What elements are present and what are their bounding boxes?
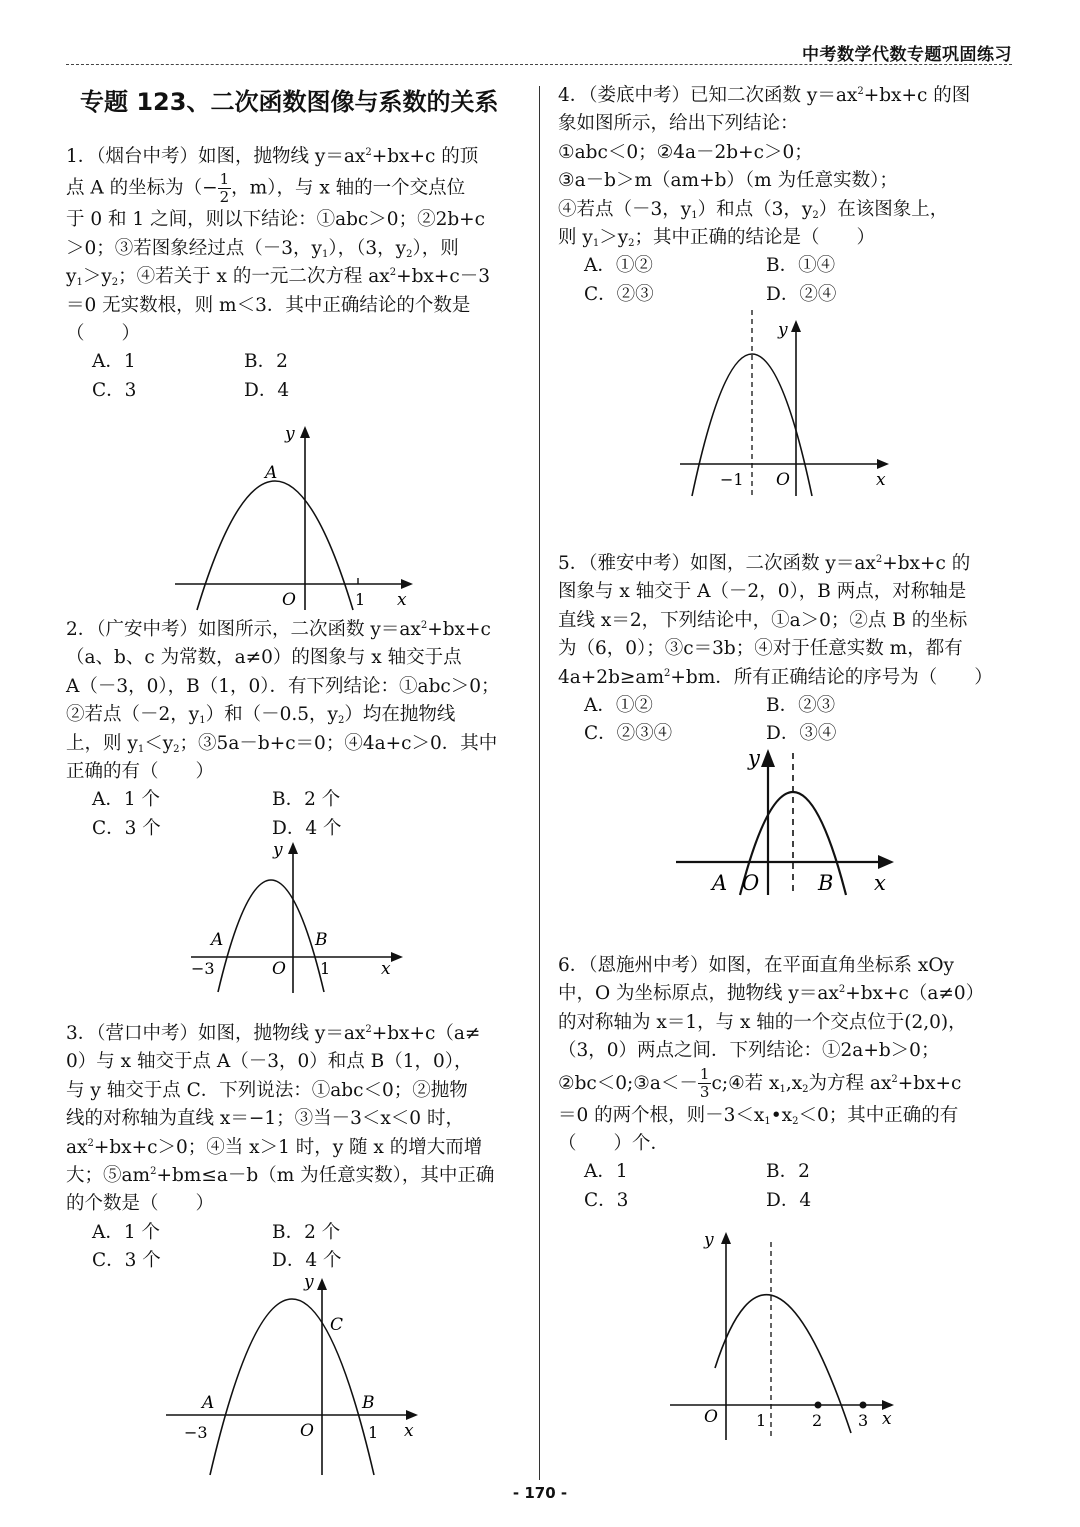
- q1-line5: $y_1>y_2$；④若关于 x 的一元二次方程 $ax^2+bx+c-3$: [66, 266, 490, 289]
- q6-line1: 6．（恩施州中考）如图，在平面直角坐标系 xOy: [558, 955, 954, 976]
- q4-line1: 4．（娄底中考）已知二次函数 $y=ax^2+bx+c$ 的图: [558, 85, 971, 106]
- q6-option-c[interactable]: C．3: [584, 1189, 629, 1211]
- fig6-label-o: O: [704, 1407, 718, 1427]
- q3-line4: 线的对称轴为直线 x＝−1；③当－3＜x＜0 时，: [66, 1108, 464, 1130]
- q1-line3: 于 0 和 1 之间，则以下结论：①abc＞0；②2b+c: [66, 209, 486, 231]
- fig5-y-arrow: [761, 749, 775, 767]
- fraction-half: $\frac{1}{2}$: [219, 170, 230, 207]
- q1-line4: ＞0；③若图象经过点（－3，$y_1$），（3，$y_2$），则: [66, 237, 459, 260]
- q2-line3: A（－3，0），B（1，0）．有下列结论：①abc＞0；: [66, 675, 500, 697]
- q1-option-d[interactable]: D．4: [244, 379, 290, 401]
- header-title: 中考数学代数专题巩固练习: [802, 45, 1012, 65]
- q2-option-c[interactable]: C．3 个: [92, 817, 161, 839]
- q1-line6: ＝0 无实数根，则 m＜3．其中正确结论的个数是: [66, 294, 471, 316]
- q2-options: [66, 786, 522, 843]
- figure-1-parabola: [165, 420, 425, 615]
- q3-option-a[interactable]: A．1 个: [92, 1221, 161, 1243]
- fig6-y-arrow: [721, 1232, 731, 1244]
- fig4-x-arrow: [877, 459, 889, 469]
- q4-line5: ④若点（－3，$y_1$）和点（3，$y_2$）在该图象上，: [558, 198, 949, 221]
- q2-line6: 正确的有（ ）: [66, 761, 215, 783]
- fig3-label-a: A: [202, 1393, 215, 1413]
- q6-option-a[interactable]: A．1: [584, 1161, 628, 1183]
- q3-options: [66, 1219, 522, 1276]
- fig1-label-o: O: [282, 590, 296, 610]
- q3-option-d[interactable]: D．4 个: [272, 1250, 342, 1272]
- fig2-label-b: B: [315, 930, 328, 950]
- q5-line4: 为（6，0）；③c＝3b；④对于任意实数 m，都有: [558, 638, 963, 660]
- question-6: [558, 952, 1014, 1215]
- fig1-label-x: x: [397, 590, 407, 610]
- question-1: [66, 143, 522, 405]
- q3-line5: $ax^2+bx+c>0$；④当 x＞1 时，y 随 x 的增大而增: [66, 1136, 483, 1158]
- question-4: [558, 82, 1014, 309]
- fig4-label-y: y: [778, 320, 788, 340]
- fig6-label-2: 2: [812, 1411, 823, 1430]
- figure-5-parabola: [672, 745, 904, 900]
- q4-option-a[interactable]: A．①②: [584, 255, 653, 277]
- figure-4-parabola: [676, 308, 901, 500]
- fig3-label-b: B: [362, 1393, 375, 1413]
- q3-line2: 0）与 x 轴交于点 A（－3，0）和点 B（1，0），: [66, 1051, 473, 1073]
- q1-line7: （ ）: [66, 323, 141, 345]
- fig3-x-arrow: [406, 1410, 418, 1420]
- fig4-label-m1: −1: [720, 470, 744, 489]
- q5-options: [558, 692, 1014, 749]
- fig2-label-m3: −3: [191, 959, 215, 978]
- question-2: [66, 616, 522, 843]
- section-title: 专题 123、二次函数图像与系数的关系: [80, 88, 499, 116]
- q6-line5: ②bc＜0;③a＜－ $\frac{1}{3}$ c;④若 $x_1,x_2$为方程 $ax^2+bx+c$: [558, 1065, 962, 1102]
- column-divider: [539, 86, 540, 1480]
- q2-line5: 上，则 $y_1<y_2$；③5a－b+c＝0；④4a+c＞0．其中: [66, 732, 498, 755]
- figure-2-parabola: [185, 838, 415, 998]
- q5-option-d[interactable]: D．③④: [766, 723, 837, 745]
- fig5-label-b: B: [818, 871, 834, 895]
- question-5: [558, 550, 1014, 749]
- fig1-label-y: y: [285, 424, 295, 444]
- q1-option-a[interactable]: A．1: [92, 351, 136, 373]
- q3-line6: 大；$⑤am^2+bm\le a-b(m$ 为任意实数），其中正确: [66, 1165, 495, 1187]
- fig2-label-a: A: [211, 930, 224, 950]
- fig1-y-arrow: [300, 426, 310, 438]
- q1-line2: 点 A 的坐标为（− $\frac{1}{2}$ ，m），与 x 轴的一个交点位: [66, 170, 466, 207]
- fig4-label-o: O: [776, 470, 790, 490]
- fig4-label-x: x: [876, 470, 886, 490]
- header-rule: [66, 64, 1012, 65]
- fig4-y-arrow: [791, 320, 801, 332]
- q3-line3: 与 y 轴交于点 C．下列说法：①abc＜0；②抛物: [66, 1079, 468, 1101]
- q5-line5: $4a+2b\ge am^2+bm$．所有正确结论的序号为（ ）: [558, 666, 993, 688]
- fig5-label-o: O: [742, 871, 760, 895]
- fig6-curve: [715, 1295, 851, 1433]
- q6-options: [558, 1158, 1014, 1215]
- q3-option-b[interactable]: B．2 个: [272, 1221, 341, 1243]
- question-3: [66, 1020, 522, 1276]
- q2-option-b[interactable]: B．2 个: [272, 789, 341, 811]
- q4-options: [558, 252, 1014, 309]
- q2-option-a[interactable]: A．1 个: [92, 789, 161, 811]
- fig3-curve: [210, 1299, 374, 1475]
- fig3-label-1: 1: [368, 1423, 379, 1442]
- fig3-label-c: C: [330, 1315, 344, 1335]
- fig5-label-x: x: [874, 871, 886, 895]
- fig2-label-o: O: [272, 959, 286, 979]
- q4-option-c[interactable]: C．②③: [584, 283, 654, 305]
- q5-option-b[interactable]: B．②③: [766, 695, 836, 717]
- q1-option-c[interactable]: C．3: [92, 379, 137, 401]
- fig6-point-2: [815, 1402, 822, 1409]
- q5-line1: 5．（雅安中考）如图，二次函数 $y=ax^2+bx+c$ 的: [558, 553, 971, 574]
- q4-line4: ③a－b＞m（am+b）（m 为任意实数）；: [558, 170, 898, 192]
- q2-line4: ②若点（－2，$y_1$）和（－0.5，$y_2$）均在抛物线: [66, 704, 456, 727]
- q6-line4: （3，0）两点之间．下列结论：①2a+b＞0；: [558, 1040, 940, 1062]
- q3-line7: 的个数是（ ）: [66, 1193, 215, 1215]
- q3-option-c[interactable]: C．3 个: [92, 1250, 161, 1272]
- fig2-y-arrow: [288, 842, 298, 854]
- fig2-label-y: y: [273, 840, 283, 860]
- q6-option-d[interactable]: D．4: [766, 1189, 812, 1211]
- fig2-label-1: 1: [320, 959, 331, 978]
- q4-line2: 象如图所示，给出下列结论：: [558, 113, 799, 135]
- q5-line2: 图象与 x 轴交于 A（－2，0），B 两点，对称轴是: [558, 581, 967, 603]
- figure-6-parabola: [668, 1228, 908, 1443]
- q2-option-d[interactable]: D．4 个: [272, 817, 342, 839]
- q6-option-b[interactable]: B．2: [766, 1161, 810, 1183]
- fig3-label-x: x: [404, 1421, 414, 1441]
- fig1-x-arrow: [401, 579, 413, 589]
- fig3-label-m3: −3: [184, 1423, 208, 1442]
- fig6-label-y: y: [704, 1230, 714, 1250]
- q4-line6: 则 $y_1>y_2$；其中正确的结论是（ ）: [558, 227, 876, 250]
- q2-line2: （a、b、c 为常数，a≠0）的图象与 x 轴交于点: [66, 647, 462, 669]
- q5-line3: 直线 x＝2，下列结论中，①a＞0；②点 B 的坐标: [558, 609, 968, 631]
- q5-option-a[interactable]: A．①②: [584, 695, 653, 717]
- fig3-label-y: y: [304, 1272, 314, 1292]
- q1-options: [66, 348, 522, 405]
- fig2-curve: [218, 880, 324, 992]
- fig1-label-1: 1: [355, 590, 366, 609]
- fig1-curve: [197, 481, 353, 610]
- q3-line1: 3．（营口中考）如图，抛物线 $y=ax^2+bx+c(a\ne$: [66, 1023, 481, 1044]
- q4-line3: ①abc＜0；②4a－2b+c＞0；: [558, 141, 813, 163]
- figure-3-parabola: [160, 1270, 430, 1480]
- q4-option-d[interactable]: D．②④: [766, 283, 837, 305]
- fig6-label-3: 3: [858, 1411, 869, 1430]
- q6-line6: ＝0 的两个根，则$-3<x_1•x_2<0$；其中正确的有: [558, 1104, 959, 1127]
- fig5-x-arrow: [878, 855, 894, 869]
- fig2-label-x: x: [381, 959, 391, 979]
- fig1-label-a: A: [265, 463, 278, 483]
- fig5-label-y: y: [748, 746, 760, 770]
- q6-line7: （ ）个．: [558, 1133, 670, 1155]
- q4-option-b[interactable]: B．①④: [766, 255, 836, 277]
- q1-option-b[interactable]: B．2: [244, 351, 288, 373]
- fig2-x-arrow: [391, 952, 403, 962]
- q6-line3: 的对称轴为 x＝1，与 x 轴的一个交点位于(2,0)，: [558, 1011, 967, 1033]
- fig3-y-arrow: [317, 1278, 327, 1290]
- fig3-label-o: O: [300, 1421, 314, 1441]
- q1-line1: 1．（烟台中考）如图，抛物线 $y=ax^2+bx+c$ 的顶: [66, 146, 479, 167]
- fig6-label-1: 1: [756, 1411, 767, 1430]
- fraction-third: $\frac{1}{3}$: [699, 1065, 710, 1102]
- q2-line1: 2．（广安中考）如图所示，二次函数 $y=ax^2+bx+c$: [66, 619, 491, 640]
- fig6-point-3: [860, 1402, 867, 1409]
- q5-option-c[interactable]: C．②③④: [584, 723, 673, 745]
- q6-line2: 中，O 为坐标原点，抛物线 $y=ax^2+bx+c(a\ne 0)$: [558, 983, 985, 1005]
- fig6-label-x: x: [882, 1409, 892, 1429]
- page-number: - 170 -: [512, 1484, 568, 1502]
- fig5-label-a: A: [712, 871, 728, 895]
